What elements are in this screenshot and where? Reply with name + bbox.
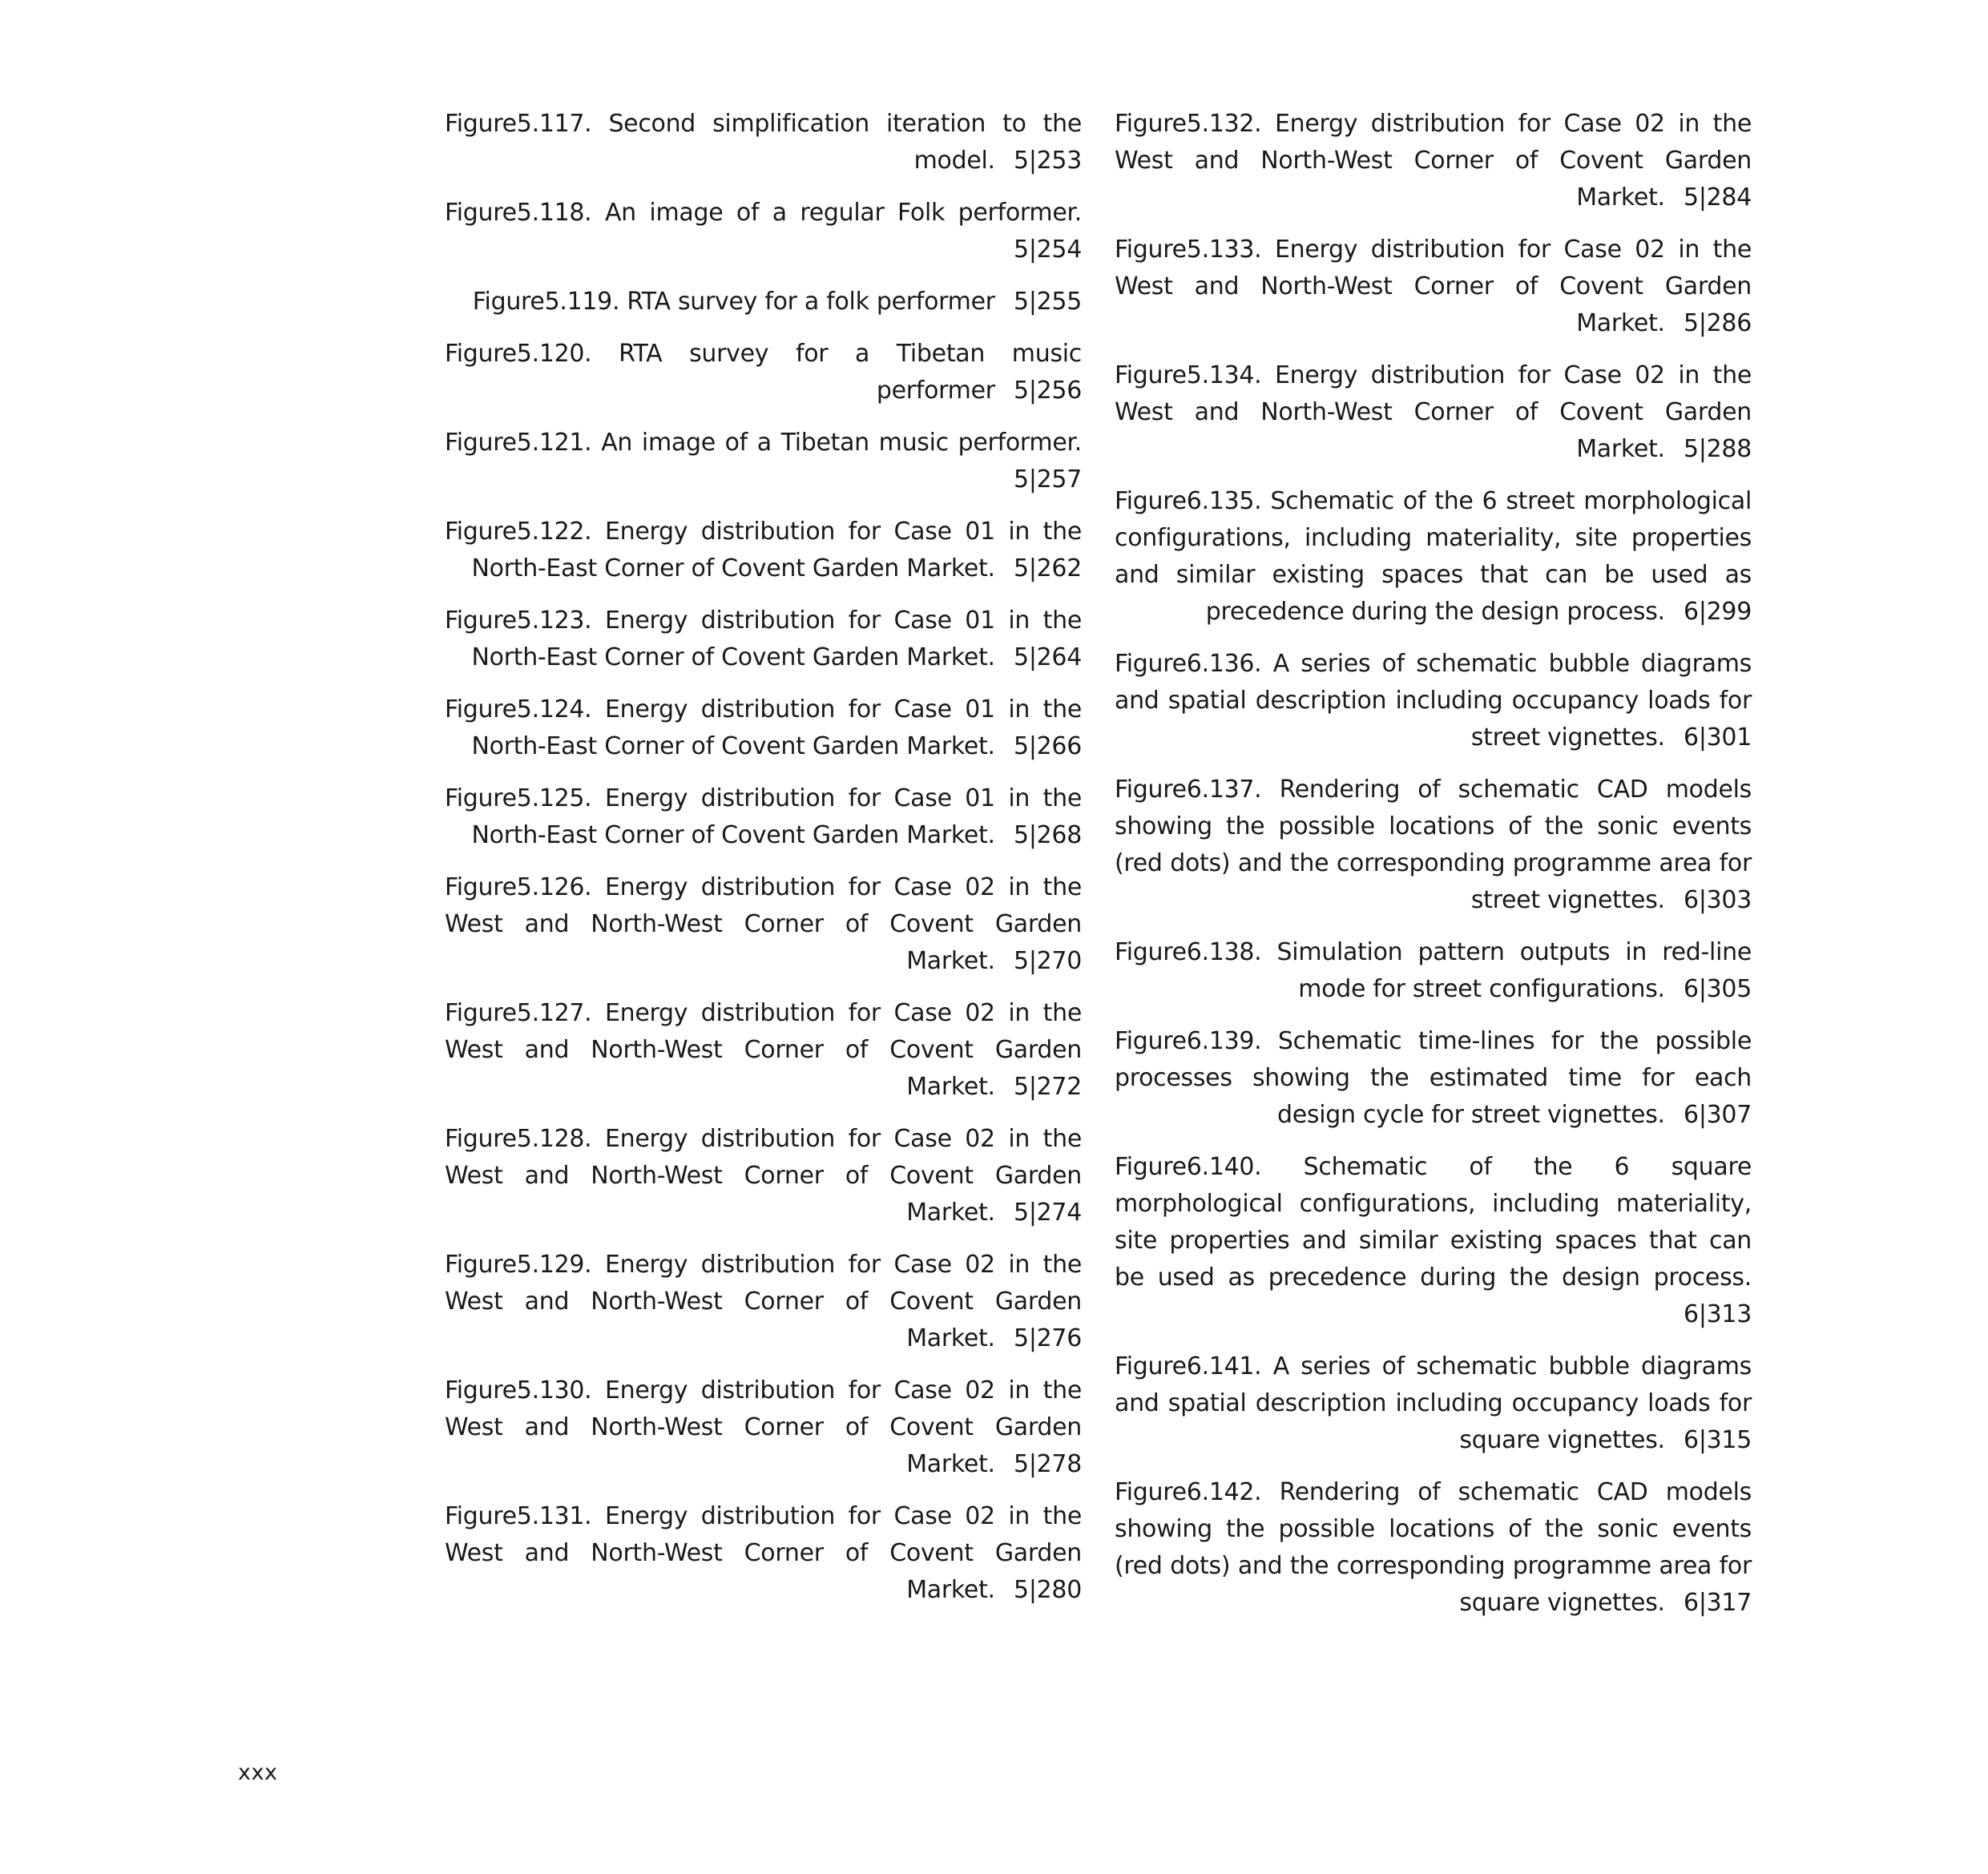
figure-entry[interactable] — [445, 995, 1082, 1106]
figure-caption: Figure6.138. Simulation pattern outputs in red-line mode for street configurations. — [1115, 938, 1752, 1003]
page-reference: 5|278 — [1014, 1450, 1082, 1478]
page-reference: 5|255 — [1014, 288, 1082, 316]
page-reference: 6|307 — [1684, 1101, 1752, 1129]
page-reference: 5|253 — [1014, 147, 1082, 175]
figure-caption: Figure6.141. A series of schematic bubble diagrams and spatial description including occupancy loads for square vignettes. — [1115, 1352, 1752, 1454]
figure-caption: Figure6.137. Rendering of schematic CAD models showing the possible locations of the sonic events (red dots) and the corresponding programme area for street vignettes. — [1115, 776, 1752, 914]
figure-entry[interactable] — [1115, 1474, 1752, 1622]
figure-entry[interactable] — [1115, 772, 1752, 919]
figure-caption: Figure5.133. Energy distribution for Case 02 in the West and North-West Corner of Covent Garden Market. — [1115, 236, 1752, 337]
figure-caption: Figure5.121. An image of a Tibetan music performer. — [445, 429, 1082, 457]
page-reference: 6|301 — [1684, 723, 1752, 752]
page-reference: 5|257 — [1014, 465, 1082, 494]
page-reference: 6|313 — [1684, 1300, 1752, 1328]
page-reference: 5|270 — [1014, 947, 1082, 975]
figure-caption: Figure5.130. Energy distribution for Case 02 in the West and North-West Corner of Covent Garden Market. — [445, 1376, 1082, 1478]
figure-entry[interactable] — [1115, 1023, 1752, 1134]
figure-caption: Figure6.139. Schematic time-lines for the possible processes showing the estimated time for each design cycle for street vignettes. — [1115, 1027, 1752, 1129]
figure-list-left-column — [445, 106, 1082, 1624]
figure-caption: Figure5.128. Energy distribution for Case 02 in the West and North-West Corner of Covent Garden Market. — [445, 1125, 1082, 1227]
page-reference: 5|264 — [1014, 643, 1082, 671]
figure-entry[interactable] — [445, 106, 1082, 179]
page-reference: 5|280 — [1014, 1576, 1082, 1604]
page-reference: 5|276 — [1014, 1324, 1082, 1352]
figure-caption: Figure6.135. Schematic of the 6 street morphological configurations, including materiality, site properties and similar existing spaces that can be used as precedence during the design process. — [1115, 487, 1752, 626]
figure-caption: Figure5.119. RTA survey for a folk performer — [472, 288, 995, 316]
page-reference: 6|303 — [1684, 886, 1752, 914]
page-reference: 5|266 — [1014, 732, 1082, 760]
figure-caption: Figure5.129. Energy distribution for Case 02 in the West and North-West Corner of Covent Garden Market. — [445, 1251, 1082, 1352]
figure-caption: Figure5.120. RTA survey for a Tibetan music performer — [445, 340, 1082, 405]
figure-caption: Figure5.123. Energy distribution for Case 01 in the North-East Corner of Covent Garden Market. — [445, 607, 1082, 671]
figure-caption: Figure6.142. Rendering of schematic CAD models showing the possible locations of the sonic events (red dots) and the corresponding programme area for square vignettes. — [1115, 1478, 1752, 1617]
figure-entry[interactable] — [445, 425, 1082, 498]
page-reference: 5|254 — [1014, 236, 1082, 264]
figure-entry[interactable] — [445, 1247, 1082, 1357]
figure-entry[interactable] — [445, 1498, 1082, 1609]
page-reference: 5|268 — [1014, 821, 1082, 849]
page-reference: 6|315 — [1684, 1426, 1752, 1454]
figure-caption: Figure6.140. Schematic of the 6 square morphological configurations, including materiality, site properties and similar existing spaces that can be used as precedence during the design process. — [1115, 1153, 1752, 1292]
figure-entry[interactable] — [1115, 1149, 1752, 1333]
page-reference: 5|288 — [1684, 435, 1752, 463]
figure-caption: Figure5.122. Energy distribution for Case 01 in the North-East Corner of Covent Garden Market. — [445, 518, 1082, 582]
figure-caption: Figure5.131. Energy distribution for Case 02 in the West and North-West Corner of Covent Garden Market. — [445, 1502, 1082, 1604]
figure-entry[interactable] — [1115, 232, 1752, 342]
figure-caption: Figure5.125. Energy distribution for Case 01 in the North-East Corner of Covent Garden Market. — [445, 784, 1082, 849]
figure-entry[interactable] — [1115, 1348, 1752, 1459]
figure-caption: Figure5.117. Second simplification iteration to the model. — [445, 110, 1082, 175]
page-reference: 5|272 — [1014, 1073, 1082, 1101]
figure-caption: Figure5.118. An image of a regular Folk performer. — [445, 199, 1082, 227]
figure-entry[interactable] — [445, 691, 1082, 765]
figure-entry[interactable] — [1115, 483, 1752, 631]
figure-entry[interactable] — [1115, 934, 1752, 1008]
figure-entry[interactable] — [1115, 646, 1752, 756]
figure-caption: Figure5.134. Energy distribution for Case 02 in the West and North-West Corner of Covent Garden Market. — [1115, 361, 1752, 463]
figure-entry[interactable] — [445, 195, 1082, 268]
page-reference: 5|274 — [1014, 1199, 1082, 1227]
page-reference: 5|262 — [1014, 554, 1082, 582]
figure-entry[interactable] — [1115, 357, 1752, 468]
figure-entry[interactable] — [445, 603, 1082, 676]
figure-entry[interactable] — [445, 284, 1082, 320]
figure-caption: Figure5.132. Energy distribution for Case 02 in the West and North-West Corner of Covent Garden Market. — [1115, 110, 1752, 212]
page-reference: 6|299 — [1684, 598, 1752, 626]
figure-entry[interactable] — [445, 869, 1082, 980]
page-reference: 6|317 — [1684, 1589, 1752, 1617]
figure-entry[interactable] — [445, 336, 1082, 409]
page-number: xxx — [238, 1760, 278, 1785]
figure-caption: Figure6.136. A series of schematic bubble diagrams and spatial description including occupancy loads for street vignettes. — [1115, 650, 1752, 752]
figure-entry[interactable] — [445, 1121, 1082, 1231]
figure-caption: Figure5.124. Energy distribution for Case 01 in the North-East Corner of Covent Garden Market. — [445, 695, 1082, 760]
figure-entry[interactable] — [445, 1372, 1082, 1483]
page-reference: 6|305 — [1684, 975, 1752, 1003]
figure-entry[interactable] — [445, 514, 1082, 587]
figure-entry[interactable] — [1115, 106, 1752, 216]
figure-entry[interactable] — [445, 780, 1082, 854]
page-reference: 5|256 — [1014, 377, 1082, 405]
figure-list-right-column — [1115, 106, 1752, 1637]
page-reference: 5|286 — [1684, 309, 1752, 337]
figure-caption: Figure5.127. Energy distribution for Case 02 in the West and North-West Corner of Covent Garden Market. — [445, 999, 1082, 1101]
page-reference: 5|284 — [1684, 183, 1752, 212]
figure-caption: Figure5.126. Energy distribution for Case 02 in the West and North-West Corner of Covent Garden Market. — [445, 873, 1082, 975]
